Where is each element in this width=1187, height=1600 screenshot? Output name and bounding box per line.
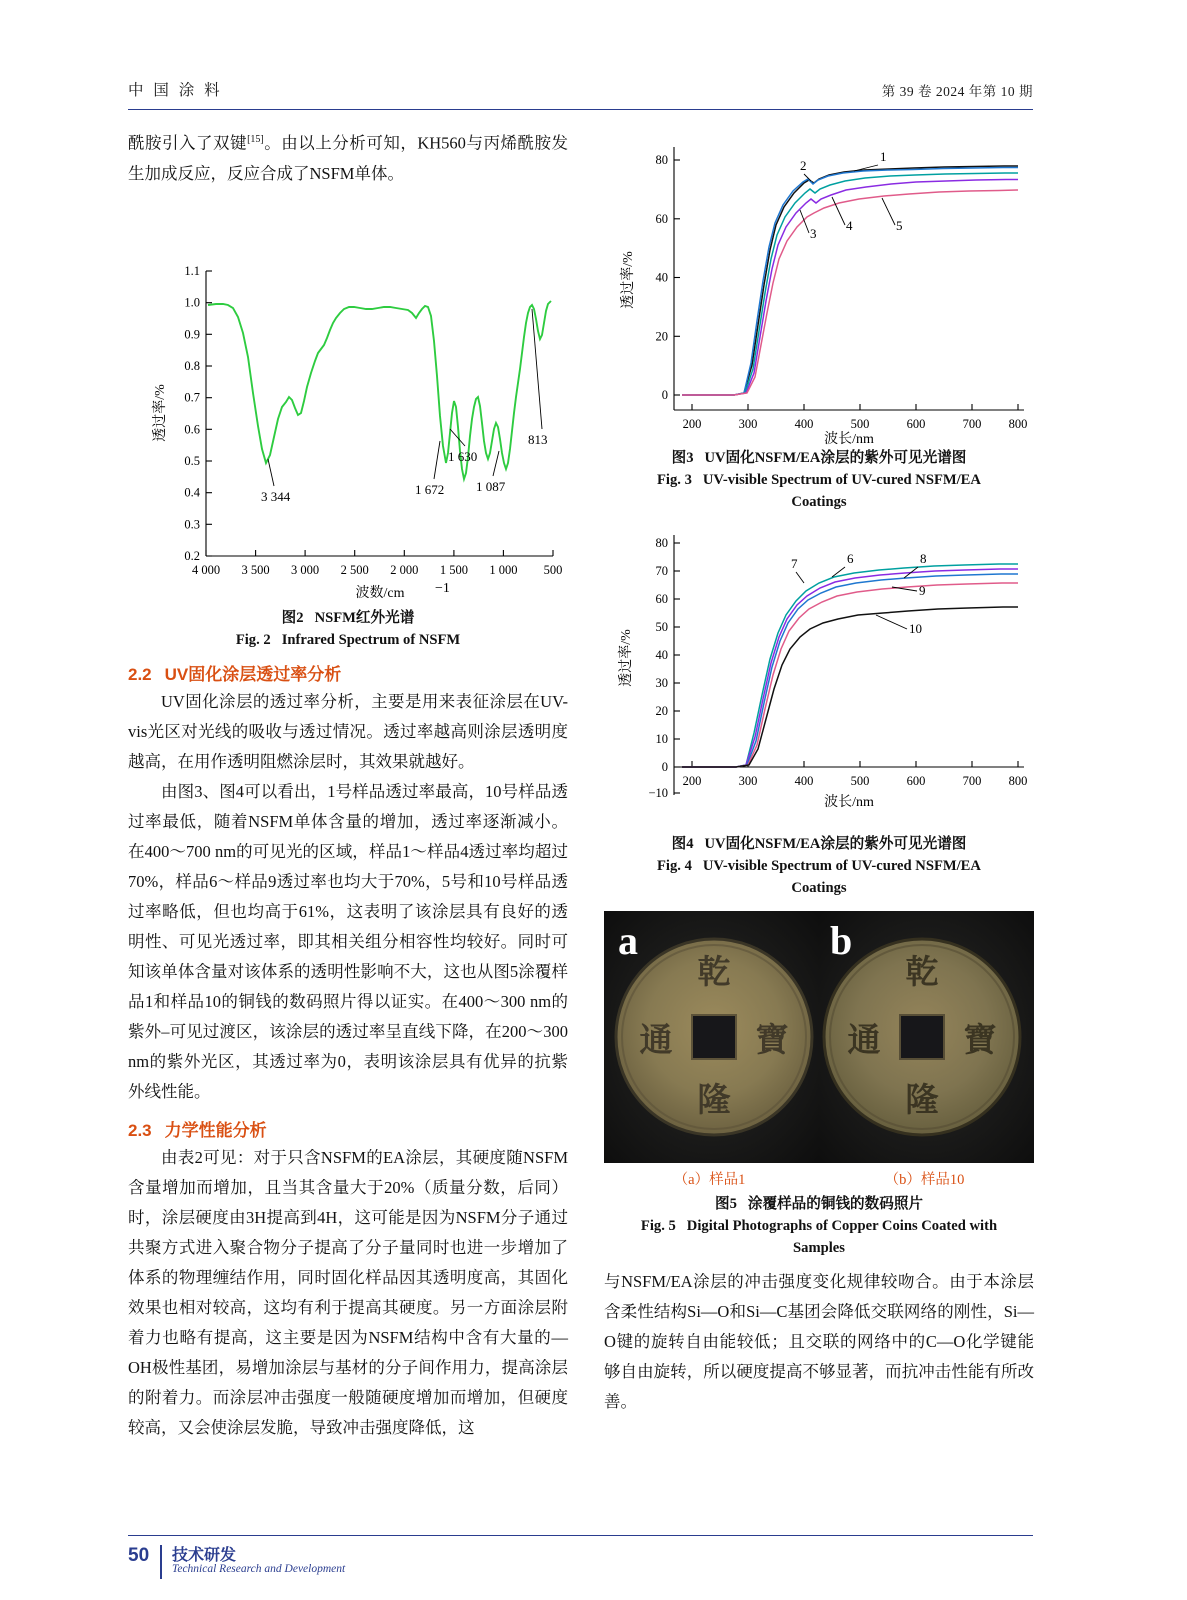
svg-text:0.9: 0.9 [184,326,200,341]
figure-5-caption [604,1193,1034,1259]
paragraph-2-2-2: 由图3、图4可以看出，1号样品透过率最高，10号样品透过率最低，随着NSFM单体含量的增加，透过率逐渐减小。在400～700 nm的可见光的区域，样品1～样品4透过率均超过70%，样品6～样品9透过率也均大于70%，5号和10号样品透过率略低，但也均高于61%，这表明了该涂层具有良好的透明性、可见光透过率，即其相关组分相容性均较好。同时可知该单体含量对该体系的透明性影响不大，这也从图5涂覆样品1和样品10的铜钱的数码照片得以证实。在400～300 nm的紫外–可见过渡区，该涂层的透过率呈直线下降，在200～300 nm的紫外光区，其透过率为0，表明该涂层具有优异的抗紫外线性能。 [128,781,568,1101]
paragraph-intro [128,125,568,189]
section-heading-2-2 [128,660,568,685]
svg-text:0.5: 0.5 [184,453,200,468]
svg-text:10: 10 [655,732,668,746]
svg-text:80: 80 [655,536,668,550]
fig4-series-9 [682,583,1018,767]
svg-text:200: 200 [682,417,702,431]
fig3-annot-4: 4 [846,218,853,233]
fig4-label-cn: 图4 [671,836,694,852]
ftir-annot-813: 813 [528,431,548,447]
svg-text:4 000: 4 000 [191,562,221,577]
fig4-title-cn: UV固化NSFM/EA涂层的紫外可见光谱图 [704,836,967,852]
fig2-title-cn: NSFM红外光谱 [314,609,415,626]
svg-text:寶: 寶 [963,1023,997,1059]
svg-text:−10: −10 [648,786,668,800]
coin-photo-svg [604,911,1034,1163]
svg-text:500: 500 [543,562,563,577]
svg-text:500: 500 [850,417,870,431]
fig4-series-7 [682,569,1018,767]
fig2-label-cn: 图2 [281,609,304,626]
ftir-annot-3344: 3 344 [261,488,291,504]
citation-15: [15] [247,134,264,145]
page-header [128,78,1033,110]
fig4-label-en: Fig. 4 [657,858,692,874]
fig5-subcaption-a: （a）样品1 [673,1172,746,1188]
footer-divider [160,1545,162,1579]
fig5-label-cn: 图5 [714,1196,737,1212]
ftir-annot-1630: 1 630 [448,448,478,464]
svg-text:0: 0 [661,388,668,402]
svg-text:隆: 隆 [697,1083,731,1119]
paragraph-2-2-1: UV固化涂层的透过率分析，主要是用来表征涂层在UV-vis光区对光线的吸收与透过情况。透过率越高则涂层透明度越高，在用作透明阻燃涂层时，其效果就越好。 [128,691,568,771]
svg-text:0.7: 0.7 [184,390,200,405]
fig5-title-en-2: Samples [793,1240,845,1256]
figure-2-caption [128,607,568,651]
paragraph-2-3-1: 由表2可见：对于只含NSFM的EA涂层，其硬度随NSFM含量增加而增加，且当其含量大于20%（质量分数，后同）时，涂层硬度由3H提高到4H，这可能是因为NSFM分子通过共聚方式进入聚合物分子提高了分子量同时也进一步增加了体系的物理缠结作用，同时固化样品因其透明度高，其固化效果也相对较高，这均有利于提高其硬度。另一方面涂层附着力也略有提高，这主要是因为NSFM结构中含有大量的—OH极性基团，易增加涂层与基材的分子间作用力，提高涂层的附着力。而涂层冲击强度一般随硬度增加而增加，但硬度较高，又会使涂层发脆，导致冲击强度降低，这 [128,1147,568,1437]
svg-text:200: 200 [682,774,702,788]
figure-4-caption [604,833,1034,899]
svg-text:600: 600 [906,774,926,788]
svg-text:0.6: 0.6 [184,421,200,436]
svg-text:60: 60 [655,592,668,606]
fig3-annot-5: 5 [896,218,903,233]
fig5-title-cn: 涂覆样品的铜钱的数码照片 [747,1196,924,1212]
ftir-annot-1672: 1 672 [415,481,445,497]
svg-text:30: 30 [655,676,668,690]
svg-text:40: 40 [655,270,668,285]
fig3-title-en-2: Coatings [791,494,847,510]
figure-3-caption [604,447,1034,513]
fig3-title-cn: UV固化NSFM/EA涂层的紫外可见光谱图 [704,450,967,466]
svg-text:800: 800 [1008,417,1028,431]
fig4-title-en-2: Coatings [791,880,847,896]
svg-text:40: 40 [655,648,668,662]
section-2-3-title: 力学性能分析 [164,1120,267,1140]
intro-text-1: 酰胺引入了双键 [128,133,248,153]
fig4-annot-9: 9 [919,583,926,598]
svg-text:通: 通 [847,1023,881,1059]
svg-text:乾: 乾 [905,955,939,991]
svg-text:寶: 寶 [755,1023,789,1059]
ftir-annot-1087: 1 087 [476,478,506,494]
svg-text:0: 0 [661,760,668,774]
svg-text:1.1: 1.1 [184,263,200,278]
fig3-title-en-1: UV-visible Spectrum of UV-cured NSFM/EA [702,472,981,488]
svg-text:0.4: 0.4 [184,485,200,500]
svg-text:2 000: 2 000 [390,562,419,577]
svg-text:0.8: 0.8 [184,358,200,373]
figure-2-ftir-chart [128,201,568,601]
svg-text:50: 50 [655,620,668,634]
svg-text:300: 300 [738,417,758,431]
ftir-spectrum-line [208,301,551,479]
svg-text:70: 70 [655,564,668,578]
section-2-3-number: 2.3 [128,1120,152,1140]
page-number: 50 [128,1545,150,1566]
fig5-title-en-1: Digital Photographs of Copper Coins Coated with [686,1218,998,1234]
journal-name: 中 国 涂 料 [128,82,223,99]
svg-text:400: 400 [794,417,814,431]
fig4-ylabel: 透过率/% [619,629,634,687]
svg-text:500: 500 [850,774,870,788]
left-column [128,125,568,1443]
figure-4-uvvis-chart [604,523,1034,833]
svg-text:3 500: 3 500 [241,562,270,577]
fig3-label-en: Fig. 3 [657,472,692,488]
figure-3-uvvis-chart [604,125,1034,445]
fig3-series-2 [682,168,1018,396]
fig3-series-3 [682,173,1018,395]
page-footer [128,1535,1033,1575]
fig4-series-6 [682,564,1018,767]
ftir-xlabel-sup: −1 [435,580,450,596]
svg-text:800: 800 [1008,774,1028,788]
footer-dept-en: Technical Research and Development [172,1563,346,1575]
fig3-ylabel: 透过率/% [621,251,636,309]
ftir-xlabel: 波数/cm [355,585,405,601]
paragraph-right-end: 与NSFM/EA涂层的冲击强度变化规律较吻合。由于本涂层含柔性结构Si—O和Si—C基团会降低交联网络的刚性，Si—O键的旋转自由能较低；且交联的网络中的C—O化学键能够自由旋转，所以硬度提高不够显著，而抗冲击性能有所改善。 [604,1272,1034,1411]
photo-label-b: b [830,918,853,963]
svg-text:700: 700 [962,417,982,431]
svg-text:20: 20 [655,329,668,344]
figure-5-photo [604,911,1034,1163]
fig2-label-en: Fig. 2 [235,631,271,648]
fig3-annot-3: 3 [810,226,817,241]
intro-text-2: 。由以上分析可知，KH560与丙烯酰胺发生加成反应，反应合成了NSFM单体。 [128,133,568,183]
svg-text:600: 600 [906,417,926,431]
svg-text:0.3: 0.3 [184,516,200,531]
svg-text:隆: 隆 [905,1083,939,1119]
fig5-label-en: Fig. 5 [640,1218,676,1234]
ftir-annotations [261,309,548,504]
ftir-svg [128,201,568,601]
fig4-annot-6: 6 [847,551,854,566]
svg-text:300: 300 [738,774,758,788]
svg-text:2 500: 2 500 [340,562,369,577]
svg-text:400: 400 [794,774,814,788]
fig4-title-en-1: UV-visible Spectrum of UV-cured NSFM/EA [702,858,981,874]
fig3-annot-2: 2 [800,158,807,173]
fig3-annot-1: 1 [880,149,887,164]
svg-text:3 000: 3 000 [291,562,320,577]
svg-text:1 000: 1 000 [489,562,518,577]
fig4-annot-8: 8 [920,551,927,566]
footer-dept-cn: 技术研发 [172,1547,237,1564]
fig5-subcaption-b: （b）样品10 [884,1172,965,1188]
photo-label-a: a [618,918,638,963]
fig4-series-8 [682,574,1018,767]
issue-info: 第 39 卷 2024 年第 10 期 [881,84,1033,99]
svg-text:80: 80 [655,153,668,167]
svg-text:乾: 乾 [697,955,731,991]
section-2-2-number: 2.2 [128,664,152,684]
figure-5-subcaptions [604,1168,1034,1189]
svg-text:通: 通 [639,1023,673,1059]
section-2-2-title: UV固化涂层透过率分析 [164,664,342,684]
fig4-annot-7: 7 [791,556,798,571]
right-column [604,125,1034,1417]
fig3-xlabel: 波长/nm [824,432,874,445]
fig4-xlabel: 波长/nm [824,795,874,810]
fig4-annot-10: 10 [909,621,922,636]
fig4-series-10 [682,607,1018,767]
fig3-label-cn: 图3 [671,450,694,466]
svg-text:1.0: 1.0 [184,295,200,310]
svg-text:1 500: 1 500 [439,562,468,577]
svg-text:60: 60 [655,211,668,226]
fig3-series-4 [682,180,1018,396]
svg-text:0.2: 0.2 [184,548,200,563]
uvvis-fig3-svg [604,125,1034,445]
fig2-title-en: Infrared Spectrum of NSFM [281,631,461,648]
uvvis-fig4-svg [604,523,1034,833]
ftir-ylabel: 透过率/% [153,383,168,442]
section-heading-2-3 [128,1116,568,1141]
svg-text:700: 700 [962,774,982,788]
svg-text:20: 20 [655,704,668,718]
